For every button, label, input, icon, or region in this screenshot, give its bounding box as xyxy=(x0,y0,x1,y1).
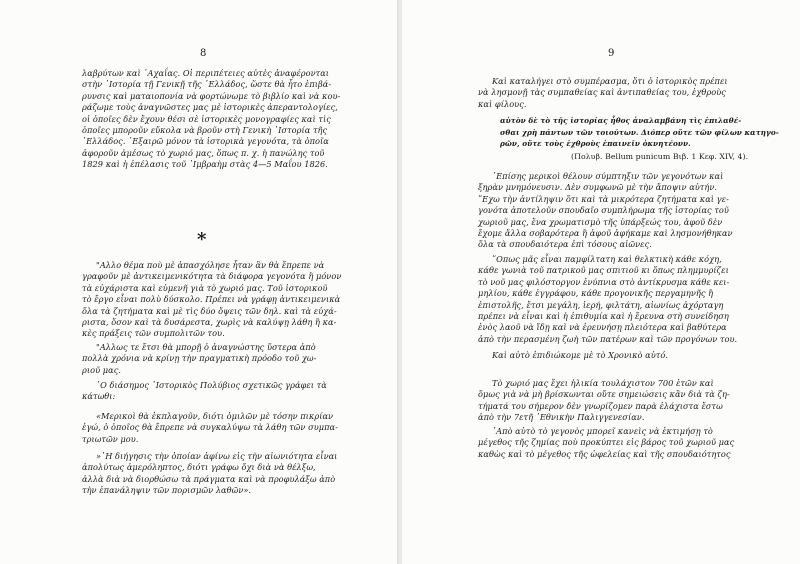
right-paragraph-5 xyxy=(478,378,730,424)
text-line: κάθε γωνιὰ τοῦ πατρικοῦ μας σπιτιοῦ κι ὅπως πλημμυρίζει xyxy=(478,265,729,276)
left-paragraph-6 xyxy=(82,451,337,497)
text-line: ριστα, ὅσον καὶ τὰ δυσάρεστα, χωρὶς νὰ καλύψῃ λάθη ἢ κα- xyxy=(82,317,337,328)
text-line: ἀφοροῦν ἀμέσως τὸ χωριό μας, ὅπως π. χ. ἡ πανώλης τοῦ xyxy=(82,147,325,158)
text-line: »῾Η διήγησις τὴν ὁποίαν ἀφίνω εἰς τὴν αἰωνιότητα εἶναι xyxy=(96,451,338,461)
text-line: τὰ εὐχάριστα καὶ εὐμενῆ γιὰ τὸ χωριό μας. Τοῦ ἱστορικοῦ xyxy=(82,282,328,293)
text-line: ἀλλὰ διὰ νὰ διορθώσω τὰ πράγματα καὶ νὰ προφυλάξω ἀπὸ xyxy=(82,473,336,484)
text-line: μέγεθος τῆς ζημίας ποὺ προκύπτει εἰς βάρος τοῦ χωριοῦ μας xyxy=(478,437,735,448)
text-line: γονότα ἀποτελοῦν σπουδαῖο συμπλήρωμα τῆς ἱστορίας τοῦ xyxy=(478,205,729,216)
text-line: πρέπει νὰ εἶναι καὶ ἡ ἐπιθυμία καὶ ἡ ἔρευνα στὴ συνείδηση xyxy=(478,311,729,322)
text-line: τὴν ἐπανάληψιν τῶν πορισμῶν λαθῶν». xyxy=(82,485,252,496)
text-line: ὁποῖες μποροῦν εὔκολα νὰ βροῦν στὴ Γενικὴ ῾Ιστορία τῆς xyxy=(82,125,328,136)
text-line: τήματά του σήμερον δὲν γνωρίζομεν παρὰ ἐλάχιστα ἔστω xyxy=(478,400,723,411)
left-page-number: 8 xyxy=(200,48,207,59)
text-line: ριοῦ μας. xyxy=(82,364,122,375)
text-line: στὴν ῾Ιστορία τῇ Γενικῇ τῆς ῾Ελλάδος, ὥστε θὰ ἦτο ἐπιβά- xyxy=(82,79,332,90)
text-line: ἀπὸ τὴν περασμένη ζωὴ τῶν πατέρων καὶ τῶν προγόνων του. xyxy=(478,333,738,344)
text-line: αὐτὸν δὲ τὸ τῆς ἱστορίας ἦθος ἀναλαμβάνη τὶς ἐπιλαθέ- xyxy=(500,116,742,125)
right-paragraph-6 xyxy=(478,426,734,460)
citation-reference: (Πολυβ. Bellum punicum Βιβ. 1 Κεφ. XIV, 4). xyxy=(571,152,749,161)
text-line: ἐπιστολῆς, ἔτσι μεγάλη, ἱερή, φιλτάτη, αἰωνίως ἀχόρταγη xyxy=(478,299,724,310)
left-paragraph-3 xyxy=(82,342,316,376)
text-line: ὅμως γιὰ νὰ μὴ βρίσκωνται οὔτε σημειώσεις κἂν διὰ τὰ ζη- xyxy=(478,389,730,400)
right-paragraph-3 xyxy=(478,254,737,345)
text-line: κάτωθι: xyxy=(82,391,116,402)
text-line: ὅλα τὰ σπουδαιότερα ἐπὶ τόσους αἰῶνες. xyxy=(478,239,652,250)
text-line: "Αλλο θέμα ποὺ μὲ ἀπασχόλησε ἦταν ἂν θὰ ἔπρεπε νὰ xyxy=(96,260,325,270)
text-line: ῾Ο διάσημος ῾Ιστορικὸς Πολύβιος σχετικῶς γράφει τὰ xyxy=(96,380,327,390)
text-line: οἱ ὁποῖες δὲν ἔχουν θέσι σὲ ἱστορικὲς μονογραφίες καὶ τὶς xyxy=(82,113,331,124)
text-line: ῎Εχω τὴν ἀντίληψιν ὅτι καὶ τὰ μικρότερα ζητήματα καὶ γε- xyxy=(478,193,729,204)
right-paragraph-2 xyxy=(478,171,733,251)
text-line: κὲς πράξεις τῶν συμπολιτῶν του. xyxy=(82,328,225,339)
text-line: τριωτῶν μου. xyxy=(82,433,139,444)
text-line: Καὶ αὐτὸ ἐπιδιώκομε μὲ τὸ Χρονικὸ αὐτό. xyxy=(492,350,668,360)
text-line: πολλὰ χρόνια νὰ κρίνῃ τὴν πραγματικὴ πρόοδο τοῦ χω- xyxy=(82,353,317,364)
text-line: σθαι χρὴ πάντων τῶν τοιούτων. Διόπερ οὔτε τῶν φίλων κατηγο- xyxy=(500,127,779,137)
text-line: Καὶ καταλήγει στὸ συμπέρασμα, ὅτι ὁ ἱστορικὸς πρέπει xyxy=(492,76,728,86)
greek-quotation xyxy=(500,115,779,150)
text-line: Τὸ χωριό μας ἔχει ἡλικία τουλάχιστον 700 ἐτῶν καὶ xyxy=(492,378,714,388)
text-line: ρῶν, οὔτε τοὺς ἐχθροὺς ἐπαινεῖν ὀκνητέονν. xyxy=(500,139,691,148)
text-line: ἑνὸς λαοῦ νὰ ἴδῃ καὶ νὰ ἐρευνήσῃ πλειότερα καὶ βαθύτερα xyxy=(478,322,727,333)
text-line: "Αλλως τε ἔτσι θὰ μπορῇ ὁ ἀναγνώστης ὕστερα ἀπὸ xyxy=(96,342,316,352)
right-paragraph-1 xyxy=(478,76,728,110)
text-line: ἔχομε ἄλλα σοβαρότερα ἢ ἀφοῦ ἀφήκαμε καὶ λησμονήθηκαν xyxy=(478,228,733,239)
text-line: ἐγώ, ὁ ὁποῖος θὰ ἔπρεπε νὰ συγκαλύψω τὰ λάθη τῶν συμπα- xyxy=(82,422,338,433)
text-line: καθὼς καὶ τὸ μέγεθος τῆς ὠφελείας καὶ τῆς σπουδαιότητος xyxy=(478,448,731,459)
text-line: ρυνσις καὶ ματαιοπονία νὰ φορτώνωμε τὸ βιβλίο καὶ νὰ κου- xyxy=(82,90,341,101)
text-line: καὶ φίλους. xyxy=(478,98,527,109)
text-line: λαβρύτων καὶ ᾿Αχαΐας. Οἱ περιπέτειες αὐτὲς ἀναφέρονται xyxy=(82,68,330,78)
text-line: ὅλα τὰ ζητήματα καὶ μὲ τὶς δύο ὄψεις τῶν δηλ. καὶ τὰ εὐχά- xyxy=(82,305,337,316)
text-line: χωριοῦ μας, ἔνα χρωματισμὸ τῆς ὑπάρξεώς του, ἀφοῦ δὲν xyxy=(478,216,723,227)
right-page-number: 9 xyxy=(608,48,615,59)
right-paragraph-4 xyxy=(478,350,668,361)
text-line: ῾Ελλάδος. ᾿Εξαιρῶ μόνον τὰ ἱστορικὰ γεγονότα, τὰ ὁποῖα xyxy=(82,136,329,147)
text-line: νὰ λησμονῇ τὰς συμπαθείας καὶ ἀντιπαθείας του, ἐχθροὺς xyxy=(478,87,726,98)
text-line: τὸ ἔργο εἶναι πολὺ δύσκολο. Πρέπει νὰ γράφῃ ἀντικειμενικὰ xyxy=(82,294,341,305)
text-line: ᾿Απὸ αὐτὸ τὸ γεγονὸς μπορεῖ κανεὶς νὰ ἐκτιμήσῃ τὸ xyxy=(492,426,713,436)
text-line: ξηρὰν μνημόνευσιν. Δὲν συμφωνῶ μὲ τὴν ἄποψιν αὐτήν. xyxy=(478,182,718,193)
section-separator: * xyxy=(197,229,207,250)
left-paragraph-5 xyxy=(82,411,338,445)
text-line: «Μερικοὶ θὰ ἐκπλαγοῦν, διότι ὁμιλῶν μὲ τόσην πικρίαν xyxy=(96,411,334,421)
left-paragraph-4 xyxy=(82,380,327,403)
text-line: μηλίου, κάθε ἐγγράφου, κάθε προγονικῆς περγαμηνῆς ἢ xyxy=(478,288,714,299)
text-line: ἀπὸ τὴν 7ετῆ ᾿Εθνικὴν Παλιγγενεσίαν. xyxy=(478,412,645,423)
text-line: ἀπολύτως ἀμερόληπτος, διότι γράφω ὄχι διὰ νὰ θέλξω, xyxy=(82,462,316,473)
text-line: ράζωμε τοὺς ἀναγνῶστες μας μὲ ἱστορικὲς ἀπεραντολογίες, xyxy=(82,102,338,113)
text-line: ῞Οπως μᾶς εἶναι παμφίλτατη καὶ θελκτικὴ κάθε κόχη, xyxy=(492,254,722,264)
text-line: 1829 καὶ ἡ ἐπέλασις τοῦ ᾿Ιμβραὴμ στὰς 4—5 Μαΐου 1826. xyxy=(82,159,328,170)
text-line: γραφοῦν μὲ ἀντικειμενικότητα τὰ διάφορα γεγονότα ἢ μόνον xyxy=(82,271,342,282)
text-line: ᾿Επίσης μερικοὶ θέλουν σύμπτηξιν τῶν γεγονότων καὶ xyxy=(492,171,724,181)
left-paragraph-2 xyxy=(82,260,341,340)
text-line: τὸ νοῦ μας φιλόστοργον ἐνύπνια στὸ ἀντίκρυσμα κάθε κει- xyxy=(478,276,730,287)
left-paragraph-1 xyxy=(82,68,340,171)
